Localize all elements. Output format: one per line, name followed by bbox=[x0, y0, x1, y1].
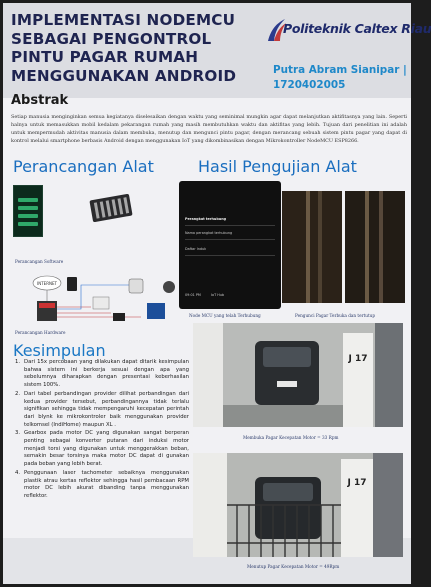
section-kesimpulan-heading: Kesimpulan bbox=[13, 341, 106, 360]
kesimpulan-list bbox=[15, 359, 189, 502]
gate-lock-closed-photo bbox=[282, 191, 342, 303]
institution-logo bbox=[265, 17, 431, 45]
poster-title: IMPLEMENTASI NODEMCU SEBAGAI PENGONTROL PINTU PAGAR RUMAH MENGGUNAKAN ANDROID bbox=[11, 11, 237, 85]
kesimpulan-item bbox=[15, 470, 189, 501]
kesimpulan-item-number: 4. bbox=[15, 469, 21, 476]
hardware-diagram bbox=[21, 273, 183, 325]
kesimpulan-item bbox=[15, 430, 189, 469]
app-footer-network: IoT Hub bbox=[211, 293, 225, 297]
kesimpulan-item bbox=[15, 359, 189, 390]
gate-lock-open-photo bbox=[345, 191, 405, 303]
abstract-text: Setiap manusia menginginkan semua kegiatanya diselesaikan dengan waktu yang seminimal mungkin agar dapat melanjutkan aktifitasnya yang lain. Seperti halnya untuk memasukkan mobil kedalam pekarangan rumah yang masih membutuhkan waktu dan aktifitas yang lebih. Tujuan dari penelitian ini adalah untuk mempermudah aktivitas manusia dalam membuka, menutup dan mengunci pintu pagar, dengan merancang sebuah sistem pintu pagar yang dapat di kontrol melalui smartphone berbasis Android dengan menggunakan IoT yang dikombinasikan dengan Mikrokontroller NodeMCU ESP8266. bbox=[11, 114, 407, 145]
software-app-screenshot bbox=[13, 185, 43, 237]
nodemcu-connected-screenshot bbox=[179, 181, 281, 309]
kesimpulan-item-text: Dari 15x percobaan yang dilakukan dapat ditarik kesimpulan bahwa sistem ini berkerja sesuai dengan apa yang sebelumnya diharapkan dengan presentasi keberhasilan sistem 100%. bbox=[24, 359, 189, 389]
app-item-2: Daftar Induk bbox=[185, 247, 207, 251]
kesimpulan-item-text: Penggunaan laser tachometer sebaiknya menggunakan plastik atrau kertas reflektor sehingga hasil pembacaan RPM motor DC lebih akurat dibanding tanpa menggunakan reflektor. bbox=[24, 469, 189, 499]
gate-opening-photo bbox=[193, 323, 403, 427]
gate-closing-photo bbox=[193, 453, 403, 557]
section-hasil-heading: Hasil Pengujian Alat bbox=[198, 157, 357, 176]
section-perancangan-heading: Perancangan Alat bbox=[13, 157, 154, 176]
poster bbox=[3, 3, 431, 584]
kesimpulan-item-text: Dari tabel perbandingan provider dilihat perbandingan dari kedua provider tersebut, perbandingannya tidak terlalu signifikan sehingga tidak mempengaruhi kecepatan perintah dari blynk ke mikrokontroler baik menggunakan provider telkomsel (IndiHome) maupun XL . bbox=[24, 390, 189, 428]
kesimpulan-item-text: Gearbox pada motor DC yang digunakan sangat berperan penting sebagai konverter putaran dari induksi motor menjadi torsi yang digunakan untuk menggerakkan beban, semakin besar torsinya maka motor DC dapat di gunakan pada beban yang lebih berat. bbox=[24, 430, 189, 468]
svg-text:J 17: J 17 bbox=[348, 354, 368, 364]
kesimpulan-item bbox=[15, 391, 189, 430]
caption-menutup: Menutup Pagar Kecepatan Motor = 49Rpm bbox=[247, 564, 340, 569]
caption-nodemcu: Node MCU yang telah Terhubung bbox=[189, 313, 261, 318]
app-footer-time: 09:01 PM bbox=[185, 293, 201, 297]
nodemcu-board-image bbox=[89, 194, 132, 223]
institution-name: Politeknik Caltex Riau bbox=[283, 21, 431, 36]
caption-hardware: Perancangan Hardware bbox=[15, 330, 66, 335]
app-header-text: Perangkat terhubung bbox=[185, 217, 227, 221]
author-name-id: Putra Abram Sianipar | 1720402005 bbox=[273, 64, 407, 91]
app-item-1: Nama perangkat terhubung bbox=[185, 231, 233, 235]
kesimpulan-item-number: 1. bbox=[15, 359, 21, 365]
svg-text:J 17: J 17 bbox=[347, 478, 367, 488]
cloud-label: INTERNET bbox=[37, 281, 57, 286]
abstract-heading: Abstrak bbox=[11, 93, 69, 108]
internet-cloud-icon bbox=[33, 276, 61, 290]
caption-software: Perancangan Software bbox=[15, 259, 64, 264]
caption-pengunci: Pengunci Pagar Terbuka dan tertutup bbox=[295, 313, 376, 318]
caption-membuka: Membuka Pagar Kecepatan Motor = 33 Rpm bbox=[243, 435, 339, 440]
kesimpulan-item-number: 3. bbox=[15, 430, 21, 437]
kesimpulan-item-number: 2. bbox=[15, 390, 21, 397]
